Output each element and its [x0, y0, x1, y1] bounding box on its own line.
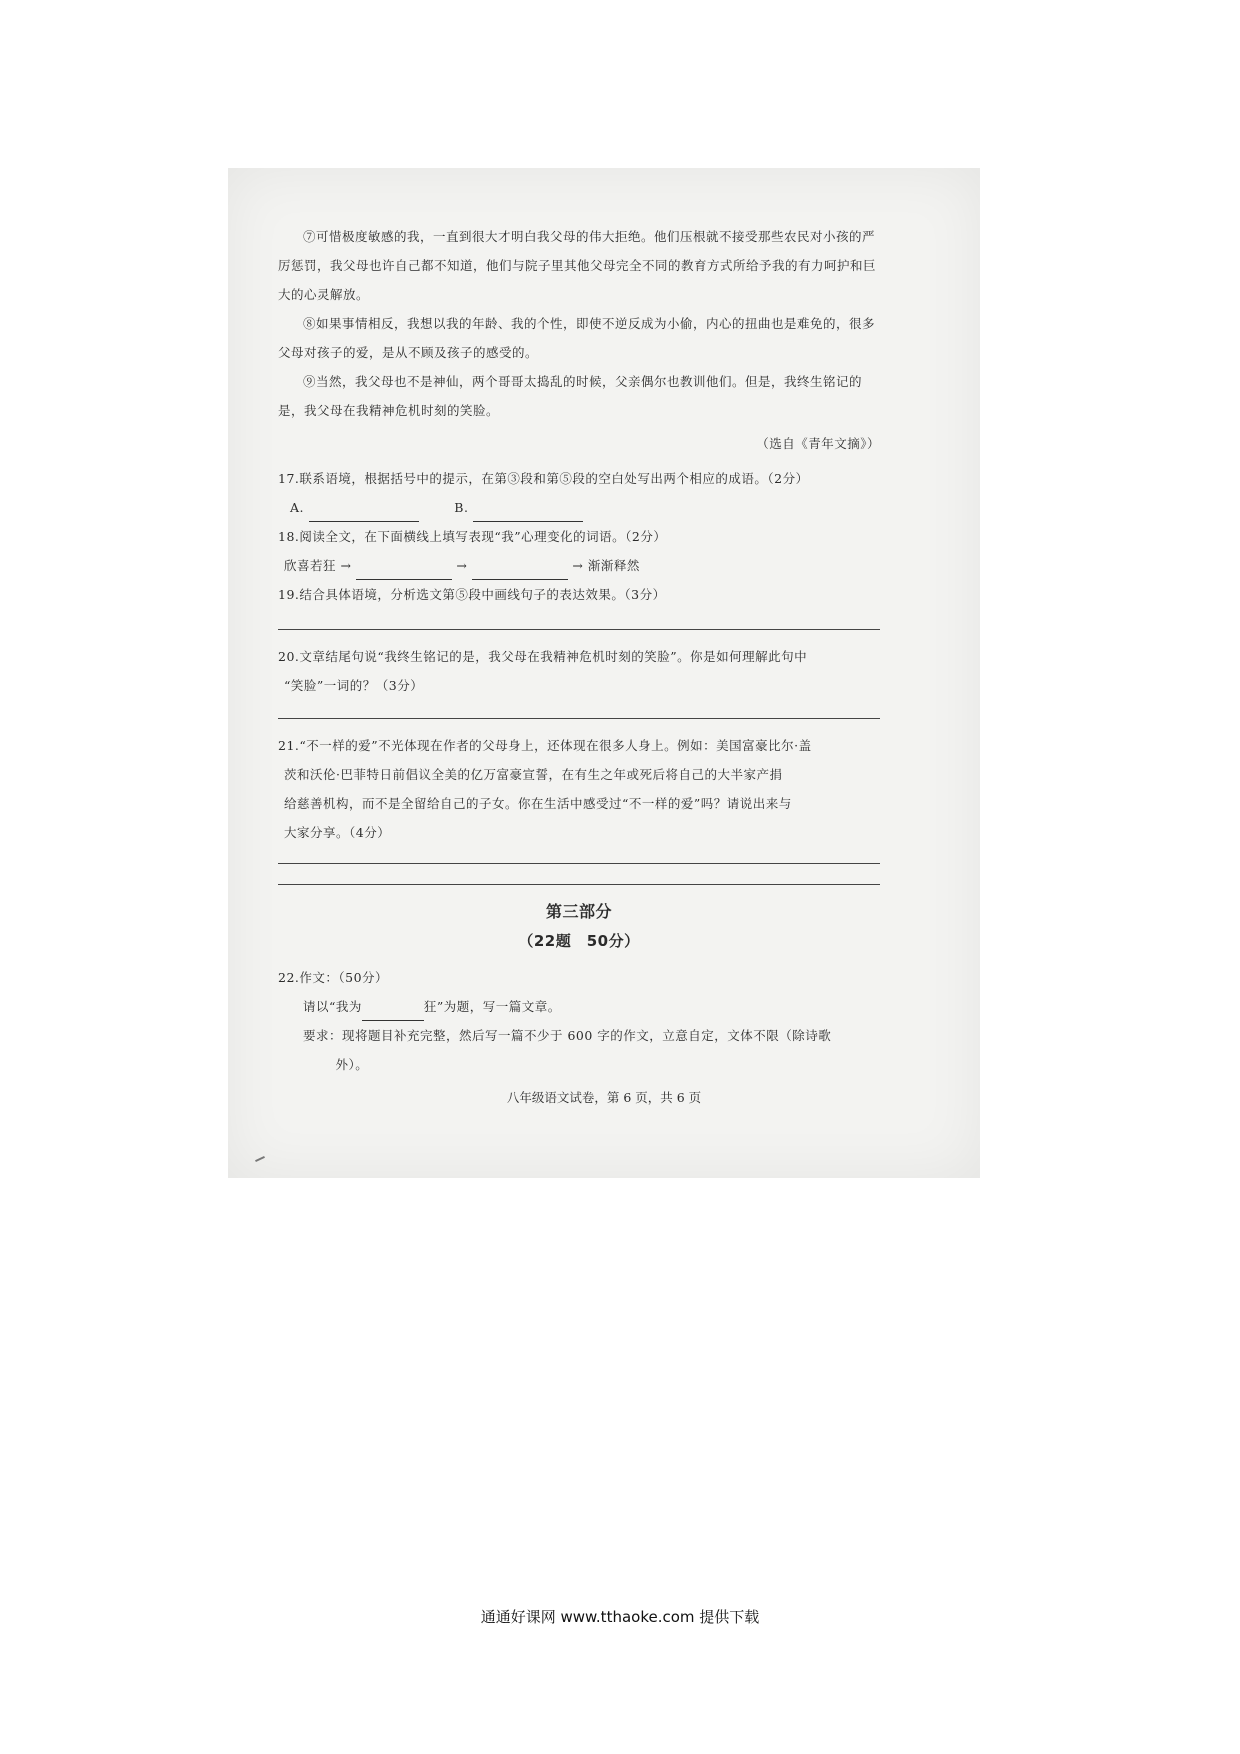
essay-requirement-line-2: 外）。 — [335, 1057, 369, 1072]
q17-label-b: B. — [454, 500, 469, 515]
essay-prompt — [303, 992, 880, 1021]
q17-blank-b[interactable] — [473, 503, 583, 522]
question-22: 22.作文：（50分） — [278, 970, 389, 985]
part-3-title: 第三部分 — [545, 902, 612, 921]
question-18-answers — [284, 551, 880, 580]
paragraph-8: ⑧如果事情相反，我想以我的年龄、我的个性，即使不逆反成为小偷，内心的扭曲也是难免的，很多父母对孩子的爱，是从不顾及孩子的感受的。 — [278, 316, 876, 360]
question-17-answers — [290, 493, 880, 522]
question-21-line-4: 大家分享。（4分） — [284, 825, 391, 840]
question-21-line-1: 21.“不一样的爱”不光体现在作者的父母身上，还体现在很多人身上。例如：美国富豪比尔·盖 — [278, 738, 812, 753]
essay-prompt-suffix: 狂”为题，写一篇文章。 — [423, 999, 561, 1014]
q19-answer-line[interactable] — [278, 629, 880, 630]
q18-start-word: 欣喜若狂 → — [284, 558, 352, 573]
question-18: 18.阅读全文，在下面横线上填写表现“我”心理变化的词语。（2分） — [278, 529, 667, 544]
q18-blank-2[interactable] — [472, 561, 568, 580]
question-17: 17.联系语境，根据括号中的提示，在第③段和第⑤段的空白处写出两个相应的成语。（2分） — [278, 471, 809, 486]
q20-answer-line[interactable] — [278, 718, 880, 719]
paragraph-7: ⑦可惜极度敏感的我，一直到很大才明白我父母的伟大拒绝。他们压根就不接受那些农民对小孩的严厉惩罚，我父母也许自己都不知道，他们与院子里其他父母完全不同的教育方式所给予我的有力呵护和巨大的心灵解放。 — [278, 229, 877, 302]
q18-arrow: → — [456, 558, 468, 573]
page-footer: 八年级语文试卷，第 6 页，共 6 页 — [506, 1090, 702, 1105]
essay-requirement-line-1: 要求：现将题目补充完整，然后写一篇不少于 600 字的作文，立意自定，文体不限（除诗歌 — [303, 1028, 832, 1043]
question-21-line-2: 茨和沃伦·巴菲特日前倡议全美的亿万富豪宣誓，在有生之年或死后将自己的大半家产捐 — [284, 767, 783, 782]
q18-blank-1[interactable] — [356, 561, 452, 580]
exam-content — [278, 222, 880, 1079]
essay-title-blank[interactable] — [362, 1002, 424, 1021]
q21-answer-line-1[interactable] — [278, 863, 880, 864]
part-3-subtitle: （22题 50分） — [518, 932, 640, 950]
q17-blank-a[interactable] — [309, 503, 419, 522]
q18-end-word: → 渐渐释然 — [572, 558, 640, 573]
question-20-line-2: “笑脸”一词的？（3分） — [284, 678, 424, 693]
paragraph-9: ⑨当然，我父母也不是神仙，两个哥哥太捣乱的时候，父亲偶尔也教训他们。但是，我终生铭记的是，我父母在我精神危机时刻的笑脸。 — [278, 374, 863, 418]
q21-answer-line-2[interactable] — [278, 884, 880, 885]
q17-label-a: A. — [290, 500, 305, 515]
download-credit: 通通好课网 www.tthaoke.com 提供下载 — [480, 1608, 760, 1626]
question-19: 19.结合具体语境，分析选文第⑤段中画线句子的表达效果。（3分） — [278, 587, 666, 602]
question-21-line-3: 给慈善机构，而不是全留给自己的子女。你在生活中感受过“不一样的爱”吗？请说出来与 — [284, 796, 792, 811]
essay-prompt-prefix: 请以“我为 — [303, 999, 362, 1014]
question-20-line-1: 20.文章结尾句说“我终生铭记的是，我父母在我精神危机时刻的笑脸”。你是如何理解此句中 — [278, 649, 808, 664]
passage-source: （选自《青年文摘》） — [756, 436, 880, 451]
